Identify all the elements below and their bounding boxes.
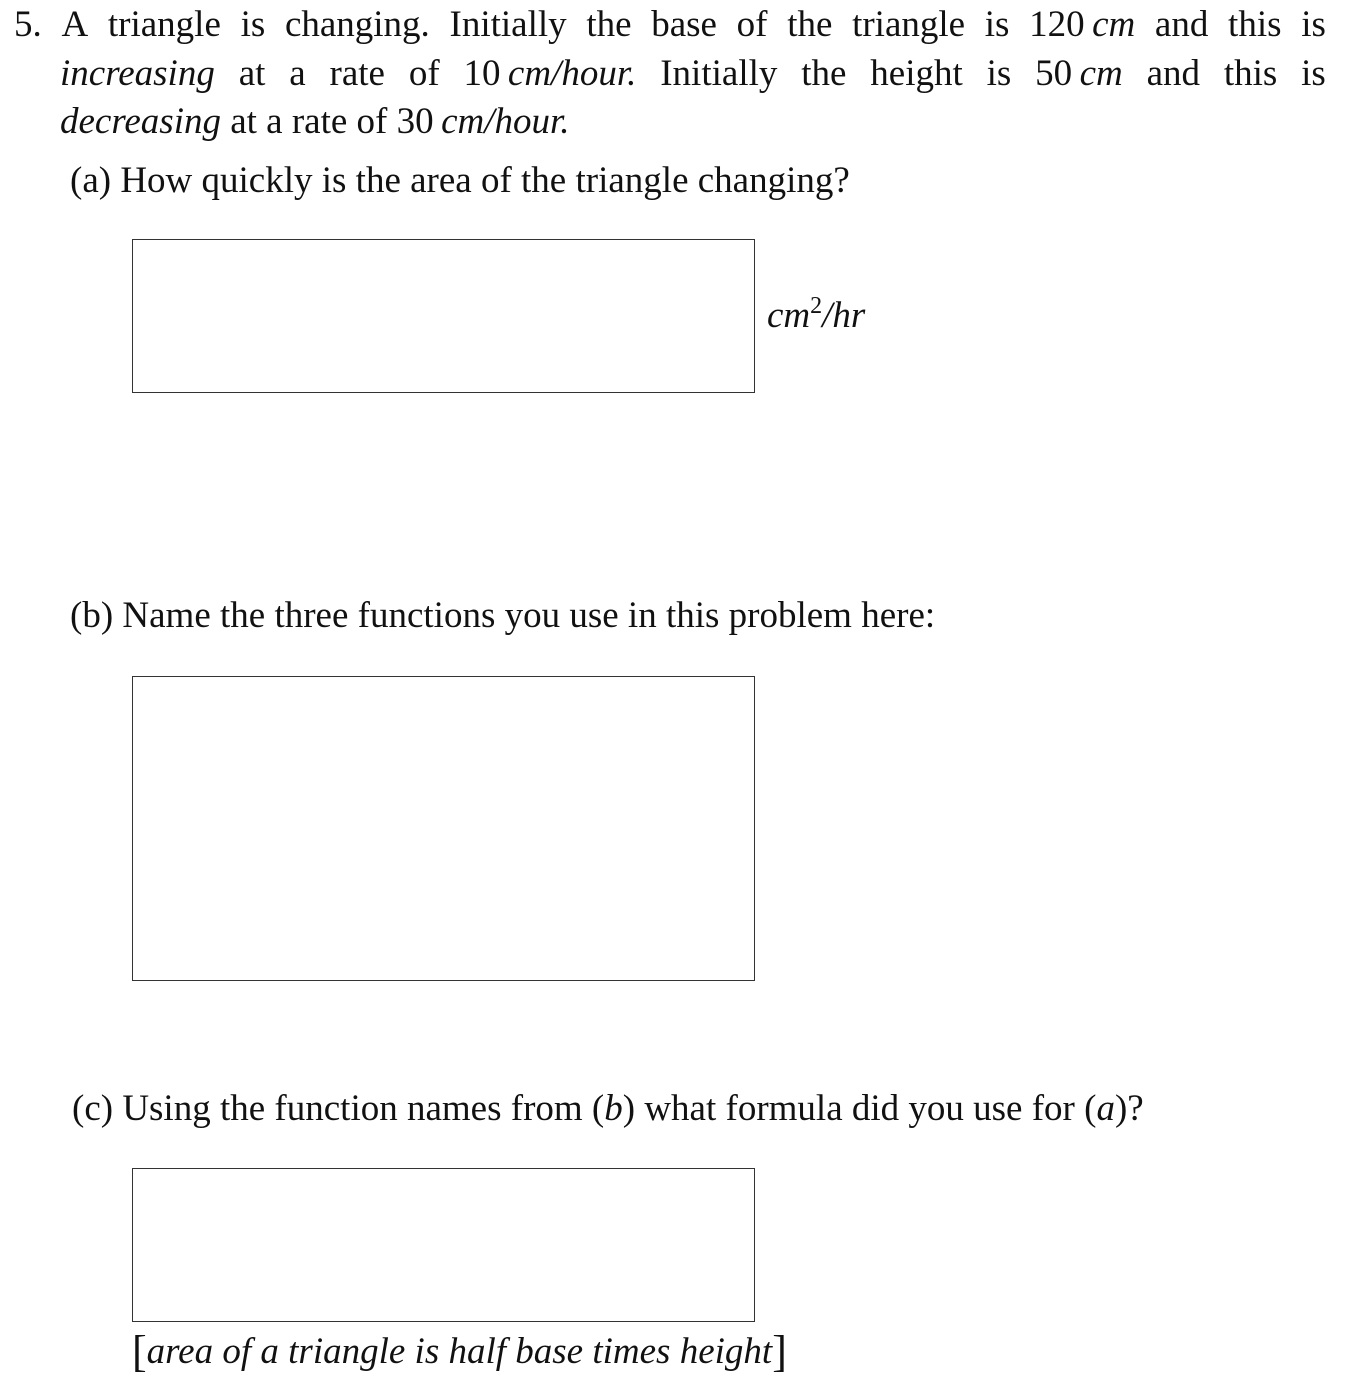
word: triangle <box>107 4 221 45</box>
word: is <box>986 53 1012 94</box>
word: Initially <box>449 4 567 45</box>
word: is <box>984 4 1010 45</box>
word: the <box>787 4 833 45</box>
word: and <box>1146 53 1200 94</box>
word: of <box>408 53 440 94</box>
word: changing. <box>284 4 430 45</box>
word: this <box>1228 4 1282 45</box>
base-rate: 10 cm/hour. <box>463 53 637 94</box>
word: A <box>61 4 89 45</box>
base-value: 120 cm <box>1029 4 1136 45</box>
question-number: 5. <box>14 4 42 45</box>
part-a-unit: $cm^2/hr$ <box>767 293 866 336</box>
part-c-answer-box[interactable] <box>132 1168 755 1322</box>
part-c-label: (c) Using the function names from (b) what formula did you use for (a)? <box>72 1088 1144 1129</box>
part-b-label: (b) Name the three functions you use in this problem here: <box>70 595 936 636</box>
question-line-3 <box>60 103 570 140</box>
word: height <box>870 53 963 94</box>
word: a <box>289 53 306 94</box>
word: and <box>1154 4 1209 45</box>
part-b-answer-box[interactable] <box>132 676 755 981</box>
word: base <box>651 4 717 45</box>
word-decreasing: decreasing <box>60 101 221 142</box>
word: is <box>240 4 266 45</box>
question-line-1 <box>14 6 1326 43</box>
word: rate <box>329 53 385 94</box>
part-a-answer-box[interactable] <box>132 239 755 393</box>
question-line-2 <box>60 55 1326 92</box>
word: is <box>1301 53 1326 94</box>
height-rate-unit: cm/hour. <box>441 101 570 142</box>
word-increasing: increasing <box>60 53 215 94</box>
height-rate-text: at a rate of 30 <box>230 101 434 142</box>
height-value: 50 cm <box>1035 53 1123 94</box>
word: Initially <box>660 53 778 94</box>
word: is <box>1301 4 1326 45</box>
word: of <box>736 4 768 45</box>
part-c-hint: [area of a triangle is half base times height] <box>132 1327 787 1376</box>
word: triangle <box>852 4 966 45</box>
word: the <box>586 4 632 45</box>
word: this <box>1223 53 1278 94</box>
word: the <box>801 53 847 94</box>
word: at <box>238 53 266 94</box>
part-a-label: (a) How quickly is the area of the triangle changing? <box>70 160 850 201</box>
